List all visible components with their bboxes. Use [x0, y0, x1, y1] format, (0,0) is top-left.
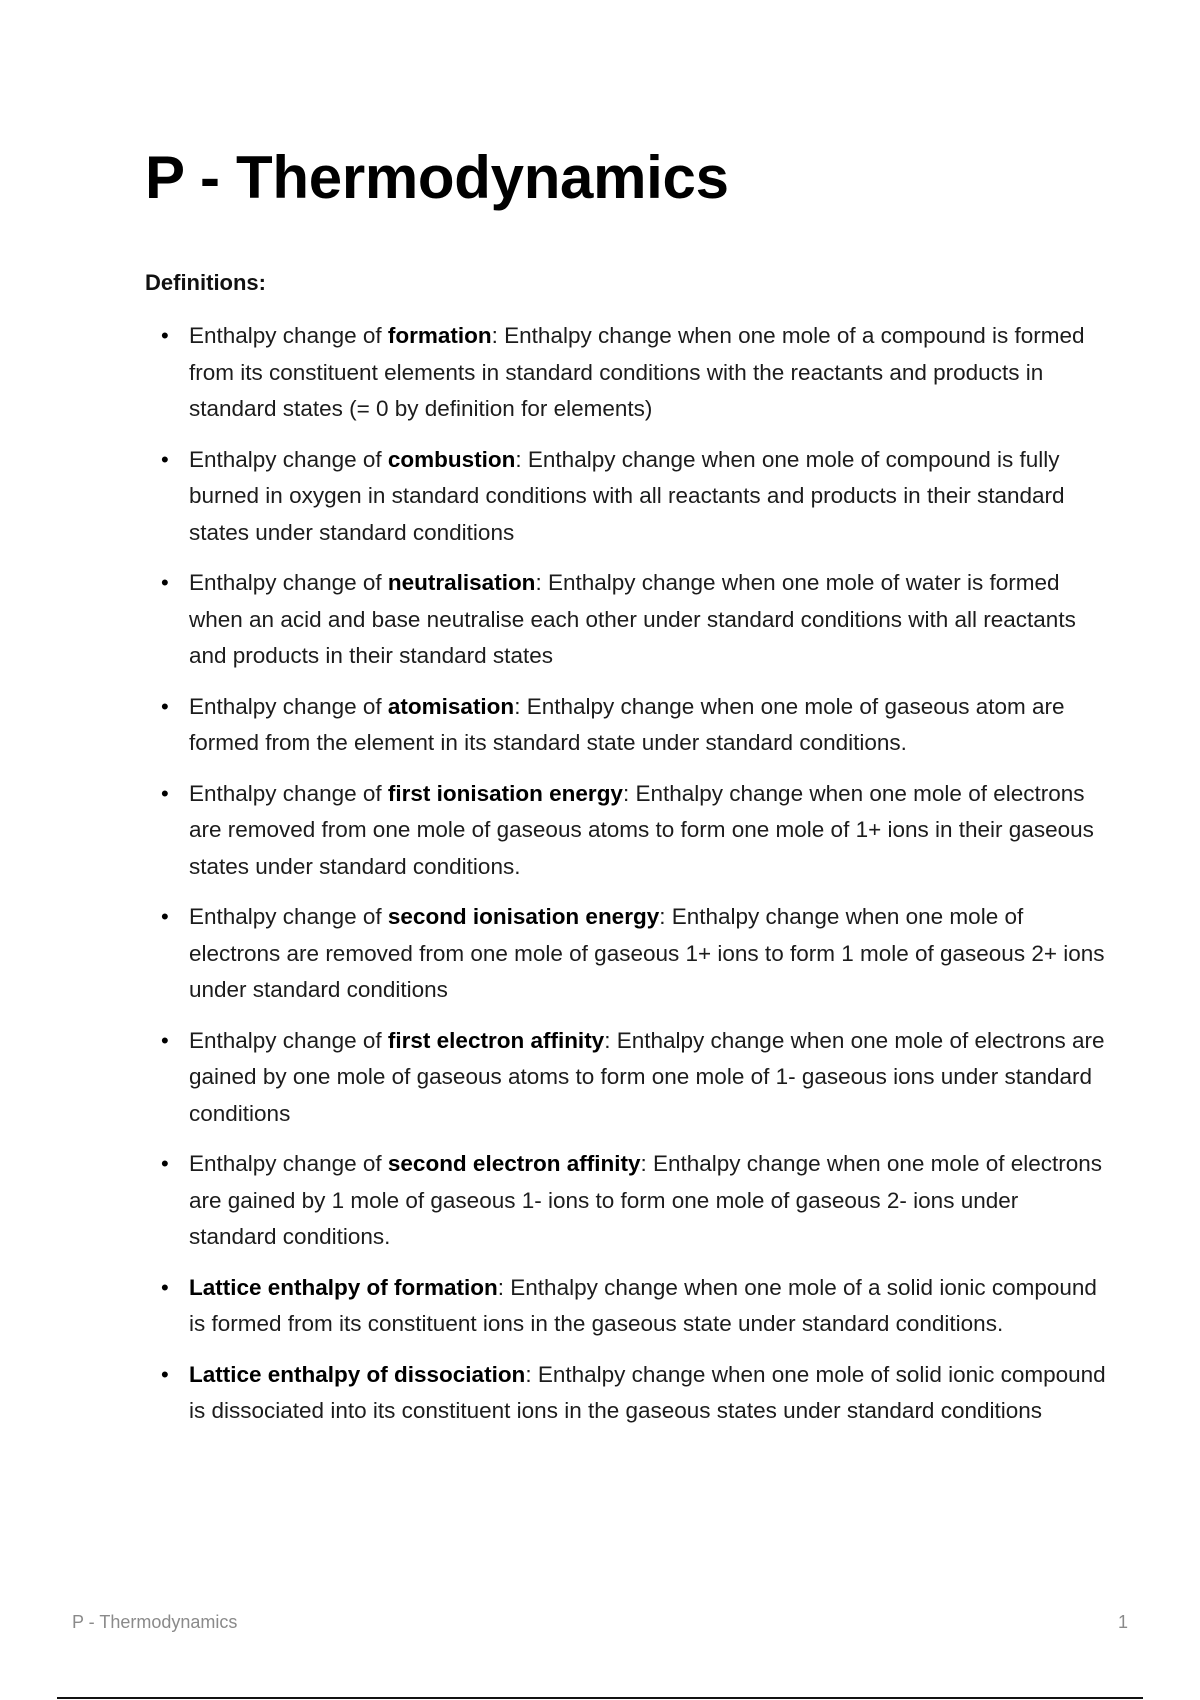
definition-text: : Enthalpy change when one mole of a solid ionic compound is formed from its constituent ions in the gaseous state under standard conditions. [189, 1274, 1097, 1336]
bullet-icon: • [161, 1027, 169, 1053]
definition-prefix: Enthalpy change of [189, 904, 388, 929]
definition-term: Lattice enthalpy of formation [189, 1274, 498, 1300]
bullet-icon: • [161, 1361, 169, 1387]
definition-item [161, 1357, 1109, 1430]
definition-text: : Enthalpy change when one mole of water is formed when an acid and base neutralise each other under standard conditions with all reactants and products in their standard states [189, 570, 1076, 668]
definition-list [145, 318, 1109, 1444]
bullet-icon: • [161, 446, 169, 472]
definition-term: second ionisation energy [387, 904, 660, 929]
bullet-icon: • [161, 570, 169, 595]
definition-text: : Enthalpy change when one mole of electrons are gained by 1 mole of gaseous 1- ions to form one mole of gaseous 2- ions under standard conditions. [189, 1151, 1103, 1249]
definition-term: combustion [387, 446, 516, 472]
definition-text: : Enthalpy change when one mole of electrons are gained by one mole of gaseous atoms to form one mole of 1- gaseous ions under standard conditions [189, 1027, 1105, 1126]
definition-prefix: Enthalpy change of [189, 693, 388, 719]
definition-term: neutralisation [387, 570, 536, 595]
page-title: P - Thermodynamics [145, 144, 729, 211]
definition-prefix: Enthalpy change of [189, 570, 388, 595]
definition-prefix: Enthalpy change of [189, 1151, 388, 1176]
definition-text: : Enthalpy change when one mole of electrons are removed from one mole of gaseous 1+ ions to form 1 mole of gaseous 2+ ions under standard conditions [189, 904, 1105, 1002]
definition-term: formation [387, 323, 492, 348]
definition-term: first electron affinity [387, 1027, 605, 1053]
definition-item [161, 899, 1109, 1009]
definition-item [161, 1023, 1109, 1133]
definition-prefix: Enthalpy change of [189, 1027, 388, 1053]
footer-page-number: 1 [1117, 1612, 1128, 1632]
definition-item [161, 1270, 1109, 1343]
definition-item [161, 565, 1109, 675]
bullet-icon: • [161, 1151, 169, 1176]
definition-prefix: Enthalpy change of [189, 780, 388, 806]
bullet-icon: • [161, 904, 169, 929]
definition-text: : Enthalpy change when one mole of solid ionic compound is dissociated into its constituent ions in the gaseous states under standard conditions [189, 1361, 1106, 1423]
section-heading-definitions: Definitions: [145, 270, 266, 295]
definition-text: : Enthalpy change when one mole of electrons are removed from one mole of gaseous atoms to form one mole of 1+ ions in their gaseous states under standard conditions. [189, 780, 1094, 879]
definition-item [161, 776, 1109, 886]
definition-item [161, 318, 1109, 428]
footer-divider [57, 1697, 1143, 1699]
footer-title: P - Thermodynamics [72, 1612, 238, 1632]
definition-prefix: Enthalpy change of [189, 446, 388, 472]
definition-term: Lattice enthalpy of dissociation [189, 1361, 526, 1387]
bullet-icon: • [161, 693, 169, 719]
definition-prefix: Enthalpy change of [189, 323, 388, 348]
definition-text: : Enthalpy change when one mole of compound is fully burned in oxygen in standard conditions with all reactants and products in their standard states under standard conditions [189, 446, 1065, 545]
definition-text: : Enthalpy change when one mole of a compound is formed from its constituent elements in standard conditions with the reactants and products in standard states (= 0 by definition for elements) [189, 323, 1085, 421]
definition-item [161, 689, 1109, 762]
definition-item [161, 442, 1109, 552]
definition-text: : Enthalpy change when one mole of gaseous atom are formed from the element in its standard state under standard conditions. [189, 693, 1065, 755]
definition-term: atomisation [387, 693, 515, 719]
bullet-icon: • [161, 1274, 169, 1300]
bullet-icon: • [161, 780, 169, 806]
definition-item [161, 1146, 1109, 1256]
definition-term: first ionisation energy [387, 780, 623, 806]
definition-term: second electron affinity [387, 1151, 641, 1176]
bullet-icon: • [161, 323, 169, 348]
